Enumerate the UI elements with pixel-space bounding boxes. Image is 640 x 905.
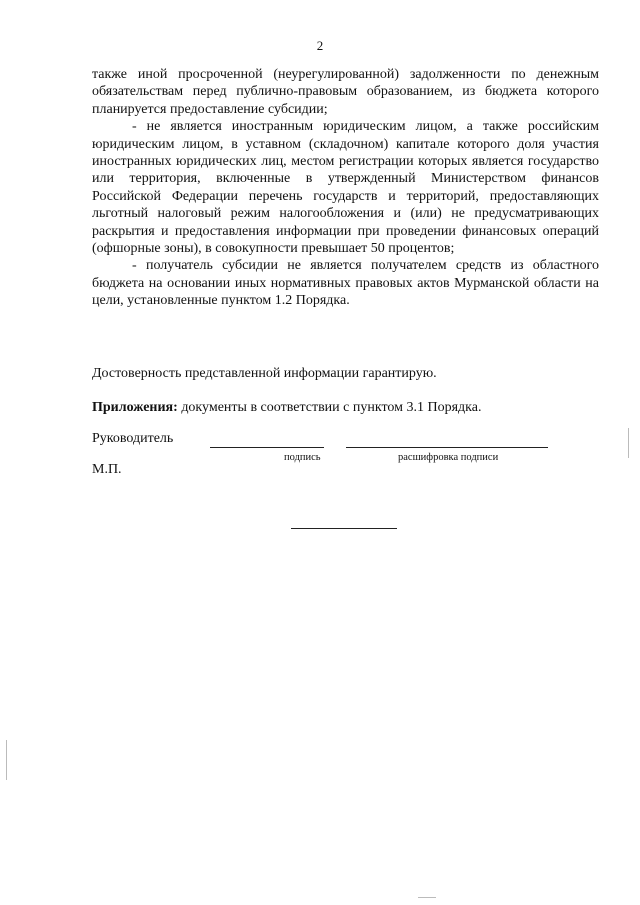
body-text xyxy=(92,66,599,310)
guarantee-statement: Достоверность представленной информации гарантирую. xyxy=(92,366,437,381)
stamp-place-label: М.П. xyxy=(92,462,122,477)
paragraph-recipient: - получатель субсидии не является получателем средств из областного бюджета на основании иных нормативных правовых актов Мурманской области на цели, установленные пунктом 1.2 Порядка. xyxy=(92,258,599,309)
scan-edge-mark xyxy=(418,897,436,898)
decoding-caption: расшифровка подписи xyxy=(398,452,499,463)
paragraph-foreign-entity: - не является иностранным юридическим лицом, а также российским юридическим лицом, в уставном (складочном) капитале которого доля участия иностранных юридических лиц, местом регистрации которых является государство или территория, включенные в утвержденный Министерством финансов Российской Федерации перечень государств и территорий, предоставляющих льготный налоговый режим налогообложения и (или) не предусматривающих раскрытия и предоставления информации при проведении финансовых операций (офшорные зоны), в совокупности превышает 50 процентов; xyxy=(92,119,599,257)
attachments-line xyxy=(92,399,599,416)
attachments-text: документы в соответствии с пунктом 3.1 Порядка. xyxy=(177,400,482,415)
signature-caption: подпись xyxy=(284,452,321,463)
scan-edge-mark xyxy=(6,740,7,780)
end-rule xyxy=(291,528,397,529)
head-label: Руководитель xyxy=(92,431,174,446)
page-number: 2 xyxy=(316,38,324,53)
signature-line xyxy=(210,447,324,448)
paragraph-continuation: также иной просроченной (неурегулированной) задолженности по денежным обязательствам перед публично-правовым образованием, из бюджета которого планируется предоставление субсидии; xyxy=(92,67,599,117)
scan-edge-mark xyxy=(628,428,629,458)
attachments-label: Приложения: xyxy=(92,400,178,415)
signature-decoding-line xyxy=(346,447,548,448)
